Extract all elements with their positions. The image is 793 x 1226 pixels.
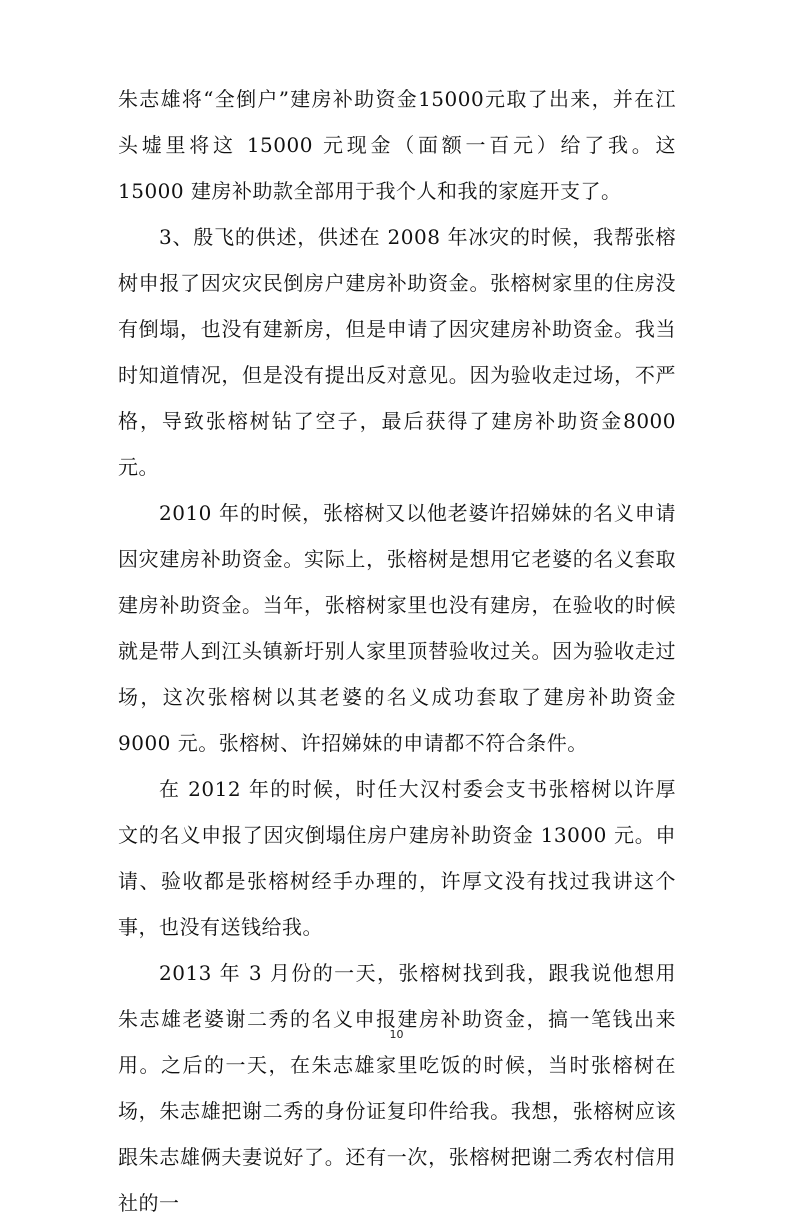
page-number: 10 xyxy=(389,1028,404,1041)
paragraph-2010-application: 2010 年的时候，张榕树又以他老婆许招娣妹的名义申请因灾建房补助资金。实际上，张榕树是想用它老婆的名义套取建房补助资金。当年，张榕树家里也没有建房，在验收的时候就是带人到江头镇新圩别人家里顶替验收过关。因为验收走过场，这次张榕树以其老婆的名义成功套取了建房补助资金9000 元。张榕树、许招娣妹的申请都不符合条件。 xyxy=(118,501,676,755)
paragraph-testimony-yinfei: 3、殷飞的供述，供述在 2008 年冰灾的时候，我帮张榕树申报了因灾灾民倒房户建房补助资金。张榕树家里的住房没有倒塌，也没有建新房，但是申请了因灾建房补助资金。我当时知道情况，但是没有提出反对意见。因为验收走过场，不严格，导致张榕树钻了空子，最后获得了建房补助资金8000 元。 xyxy=(118,225,676,479)
paragraph-continuation: 朱志雄将“全倒户”建房补助资金15000元取了出来，并在江头墟里将这 15000 元现金（面额一百元）给了我。这 15000 建房补助款全部用于我个人和我的家庭开支了。 xyxy=(118,87,676,203)
paragraph-2012-application: 在 2012 年的时候，时任大汉村委会支书张榕树以许厚文的名义申报了因灾倒塌住房户建房补助资金 13000 元。申请、验收都是张榕树经手办理的，许厚文没有找过我讲这个事，也没有送钱给我。 xyxy=(118,777,676,939)
paragraph-2013-march: 2013 年 3 月份的一天，张榕树找到我，跟我说他想用朱志雄老婆谢二秀的名义申报建房补助资金，搞一笔钱出来用。之后的一天，在朱志雄家里吃饭的时候，当时张榕树在场，朱志雄把谢二秀的身份证复印件给我。我想，张榕树应该跟朱志雄俩夫妻说好了。还有一次，张榕树把谢二秀农村信用社的一 xyxy=(118,961,676,1215)
body-text xyxy=(118,76,676,1226)
